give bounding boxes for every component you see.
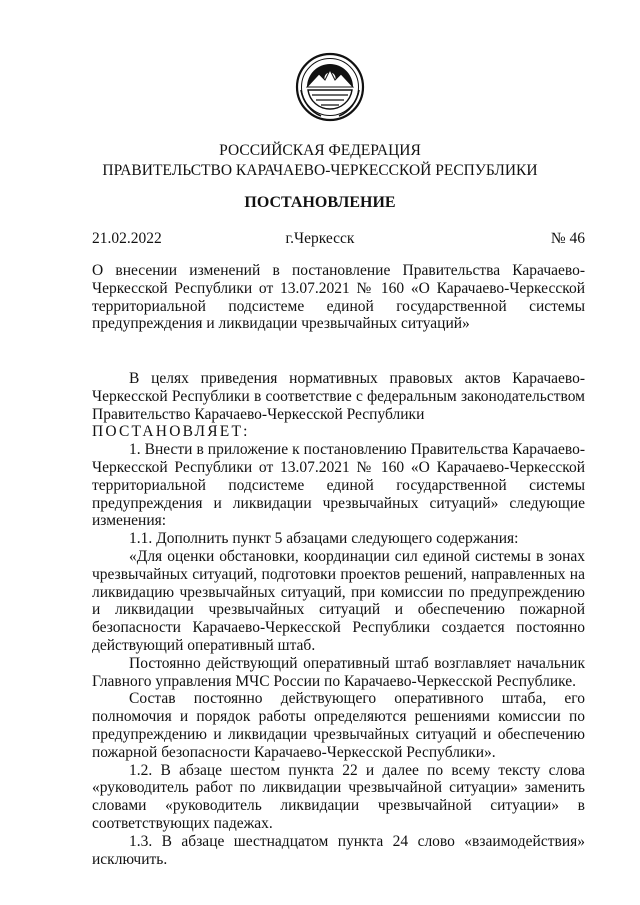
coat-of-arms-emblem [295,52,365,122]
paragraph-1: 1. Внести в приложение к постановлению Правительства Карачаево-Черкесской Республики от 13.07.2021 № 160 «О Карачаево-Черкесской территориальной подсистеме единой государственной системы предупреждения и ликвидации чрезвычайных ситуаций» следующие изменения: [92,441,585,530]
document-subject: О внесении изменений в постановление Правительства Карачаево-Черкесской Республики от 13.07.2021 № 160 «О Карачаево-Черкесской территориальной подсистеме единой государственной системы предупреждения и ликвидации чрезвычайных ситуаций» [92,262,585,333]
document-type-title: ПОСТАНОВЛЕНИЕ [244,194,396,211]
document-city: г.Черкесск [285,230,355,247]
paragraph-1-2: 1.2. В абзаце шестом пункта 22 и далее по всему тексту слова «руководитель работ по ликвидации чрезвычайной ситуации» заменить словами «руководитель ликвидации чрезвычайной ситуации» в соответствующих падежах. [92,761,585,832]
document-body [92,370,585,868]
document-date: 21.02.2022 [92,230,162,247]
paragraph-1-1: 1.1. Дополнить пункт 5 абзацами следующего содержания: [129,530,519,548]
header-country: РОССИЙСКАЯ ФЕДЕРАЦИЯ [219,142,421,159]
document-number: № 46 [550,230,585,247]
preamble-paragraph: В целях приведения нормативных правовых актов Карачаево-Черкесской Республики в соответствие с федеральным законодательством Правительство Карачаево-Черкесской Республики [92,370,585,423]
paragraph-1-1-c: Состав постоянно действующего оперативного штаба, его полномочия и порядок работы определяются решениями комиссии по предупреждению и ликвидации чрезвычайных ситуаций и обеспечению пожарной безопасности Карачаево-Черкесской Республики». [92,690,585,761]
header-government: ПРАВИТЕЛЬСТВО КАРАЧАЕВО-ЧЕРКЕССКОЙ РЕСПУБЛИКИ [102,162,538,179]
paragraph-1-1-a: «Для оценки обстановки, координации сил единой системы в зонах чрезвычайных ситуаций, подготовки проектов решений, направленных на ликвидацию чрезвычайных ситуаций, при комиссии по предупреждению и ликвидации чрезвычайных ситуаций и обеспечению пожарной безопасности Карачаево-Черкесской Республики создается постоянно действующий оперативный штаб. [92,547,585,654]
paragraph-1-1-b: Постоянно действующий оперативный штаб возглавляет начальник Главного управления МЧС России по Карачаево-Черкесской Республике. [92,654,585,690]
resolves-line: ПОСТАНОВЛЯЕТ: [92,423,250,441]
paragraph-1-3: 1.3. В абзаце шестнадцатом пункта 24 слово «взаимодействия» исключить. [92,832,585,868]
